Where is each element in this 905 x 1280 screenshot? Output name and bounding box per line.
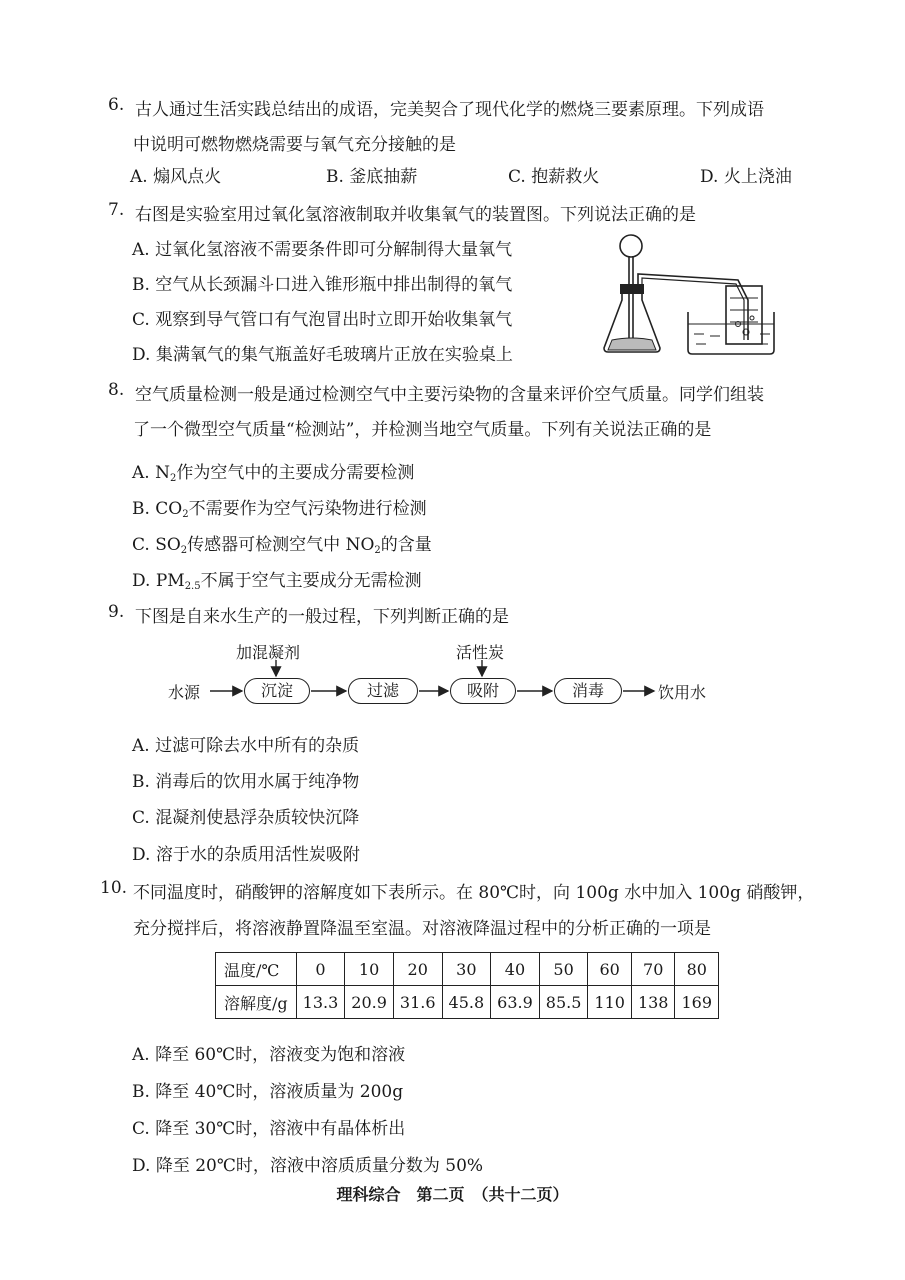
q10-option-b: B. 降至 40℃时，溶液质量为 200g xyxy=(132,1082,404,1102)
q8-option-b xyxy=(132,494,427,520)
q7-stem: 右图是实验室用过氧化氢溶液制取并收集氧气的装置图。下列说法正确的是 xyxy=(135,205,696,225)
table-row xyxy=(216,986,719,1019)
q8-c-sub2: 2 xyxy=(374,545,381,556)
q7-number: 7. xyxy=(108,200,125,220)
q8-d-pre: D. PM xyxy=(132,571,185,591)
bubble xyxy=(750,316,754,320)
table-cell: 20 xyxy=(393,953,442,986)
q8-option-a xyxy=(132,458,414,484)
q9-option-d: D. 溶于水的杂质用活性炭吸附 xyxy=(132,845,360,865)
q8-option-d xyxy=(132,566,422,592)
table-cell: 20.9 xyxy=(345,986,394,1019)
q8-b-post: 不需要作为空气污染物进行检测 xyxy=(188,499,427,519)
q10-number: 10. xyxy=(100,878,128,898)
q8-c-mid: 传感器可检测空气中 NO xyxy=(187,535,375,555)
delivery-tube-inner xyxy=(642,278,744,340)
table-cell: 60 xyxy=(588,953,632,986)
q10-option-d: D. 降至 20℃时，溶液中溶质质量分数为 50% xyxy=(132,1156,484,1176)
table-header-solubility: 溶解度/g xyxy=(216,986,297,1019)
table-cell: 110 xyxy=(588,986,632,1019)
q8-a-pre: A. N xyxy=(132,463,170,483)
q8-stem-line1: 空气质量检测一般是通过检测空气中主要污染物的含量来评价空气质量。同学们组装 xyxy=(135,385,764,405)
funnel-bulb xyxy=(620,235,642,257)
table-cell: 10 xyxy=(345,953,394,986)
q9-number: 9. xyxy=(108,602,125,622)
flow-output: 饮用水 xyxy=(658,683,707,702)
flow-additive-carbon: 活性炭 xyxy=(456,643,505,662)
q8-d-post: 不属于空气主要成分无需检测 xyxy=(200,571,422,591)
table-cell: 31.6 xyxy=(393,986,442,1019)
flow-source: 水源 xyxy=(168,683,201,702)
flow-step-sedimentation: 沉淀 xyxy=(244,678,310,704)
flow-step-filtration: 过滤 xyxy=(348,678,418,704)
q6-stem-line2: 中说明可燃物燃烧需要与氧气充分接触的是 xyxy=(133,135,456,155)
q9-option-c: C. 混凝剂使悬浮杂质较快沉降 xyxy=(132,808,360,828)
trough-water-marks xyxy=(694,334,770,344)
table-cell: 13.3 xyxy=(296,986,345,1019)
flow-arrows xyxy=(160,640,760,720)
table-row xyxy=(216,953,719,986)
page-footer: 理科综合 第二页 （共十二页） xyxy=(336,1185,569,1204)
water-trough xyxy=(688,312,774,354)
q9-stem: 下图是自来水生产的一般过程，下列判断正确的是 xyxy=(135,607,509,627)
q8-number: 8. xyxy=(108,380,125,400)
solubility-table xyxy=(215,952,719,1019)
table-cell: 30 xyxy=(442,953,491,986)
q8-c-pre: C. SO xyxy=(132,535,181,555)
q10-stem-line1: 不同温度时，硝酸钾的溶解度如下表所示。在 80℃时，向 100g 水中加入 100g 硝酸钾， xyxy=(133,883,815,903)
table-cell: 138 xyxy=(631,986,675,1019)
table-cell: 70 xyxy=(631,953,675,986)
q8-d-sub: 2.5 xyxy=(184,581,201,592)
q6-option-a: A. 煽风点火 xyxy=(130,167,222,187)
q10-stem-line2: 充分搅拌后，将溶液静置降温至室温。对溶液降温过程中的分析正确的一项是 xyxy=(133,919,711,939)
q8-stem-line2: 了一个微型空气质量“检测站”，并检测当地空气质量。下列有关说法正确的是 xyxy=(133,420,712,440)
q8-a-post: 作为空气中的主要成分需要检测 xyxy=(176,463,415,483)
q9-option-b: B. 消毒后的饮用水属于纯净物 xyxy=(132,772,360,792)
table-cell: 50 xyxy=(539,953,588,986)
q10-option-c: C. 降至 30℃时，溶液中有晶体析出 xyxy=(132,1119,406,1139)
q8-c-sub: 2 xyxy=(180,545,188,556)
q8-b-pre: B. CO xyxy=(132,499,183,519)
table-cell: 40 xyxy=(491,953,540,986)
flow-step-disinfection: 消毒 xyxy=(554,678,622,704)
q9-option-a: A. 过滤可除去水中所有的杂质 xyxy=(132,736,360,756)
q6-option-d: D. 火上浇油 xyxy=(700,167,792,187)
table-cell: 0 xyxy=(296,953,345,986)
oxygen-apparatus-figure xyxy=(598,228,778,358)
table-cell: 63.9 xyxy=(491,986,540,1019)
q7-option-c: C. 观察到导气管口有气泡冒出时立即开始收集氧气 xyxy=(132,310,513,330)
water-treatment-flow xyxy=(160,640,760,720)
q8-a-sub: 2 xyxy=(169,473,177,484)
q7-option-d: D. 集满氧气的集气瓶盖好毛玻璃片正放在实验桌上 xyxy=(132,345,513,365)
flask-liquid xyxy=(608,338,656,350)
q6-number: 6. xyxy=(108,95,125,115)
flask-stopper xyxy=(620,284,644,294)
q8-b-sub: 2 xyxy=(182,509,189,520)
q7-option-b: B. 空气从长颈漏斗口进入锥形瓶中排出制得的氧气 xyxy=(132,275,513,295)
q6-stem-line1: 古人通过生活实践总结出的成语，完美契合了现代化学的燃烧三要素原理。下列成语 xyxy=(135,100,764,120)
q10-option-a: A. 降至 60℃时，溶液变为饱和溶液 xyxy=(132,1045,406,1065)
table-header-temperature: 温度/℃ xyxy=(216,953,297,986)
flow-step-adsorption: 吸附 xyxy=(450,678,516,704)
table-cell: 85.5 xyxy=(539,986,588,1019)
table-cell: 45.8 xyxy=(442,986,491,1019)
table-cell: 80 xyxy=(675,953,719,986)
table-cell: 169 xyxy=(675,986,719,1019)
q6-options xyxy=(130,162,830,188)
q7-option-a: A. 过氧化氢溶液不需要条件即可分解制得大量氧气 xyxy=(132,240,513,260)
q8-c-post: 的含量 xyxy=(380,535,432,555)
flow-additive-coagulant: 加混凝剂 xyxy=(236,643,301,662)
q8-option-c xyxy=(132,530,432,556)
q6-option-b: B. 釜底抽薪 xyxy=(326,167,418,187)
q6-option-c: C. 抱薪救火 xyxy=(508,167,600,187)
